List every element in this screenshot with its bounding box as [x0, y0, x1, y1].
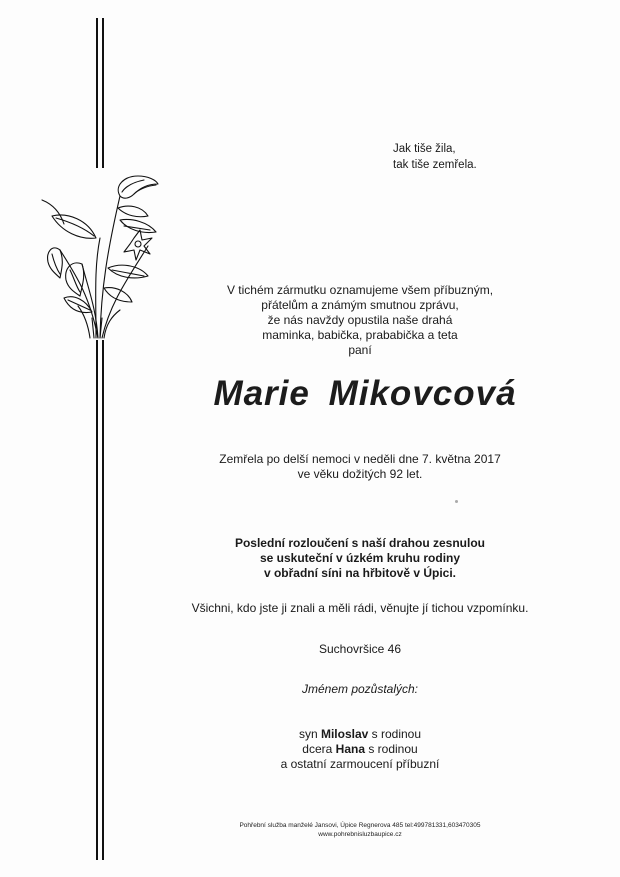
mourner-name: Hana [335, 742, 365, 756]
intro-line: že nás navždy opustila naše drahá [267, 313, 453, 327]
farewell-line: v obřadní síni na hřbitově v Úpici. [263, 566, 457, 580]
intro-line: maminka, babička, prababička a teta [262, 328, 458, 342]
death-line: ve věku dožitých 92 let. [297, 467, 423, 481]
footer-line: Pohřební služba manželé Jansovi, Úpice Regnerova 485 tel:499781331,603470305 [239, 822, 481, 829]
mourner-suffix: s rodinou [365, 742, 418, 756]
death-line: Zemřela po delší nemoci v neděli dne 7. května 2017 [219, 452, 501, 466]
announcement-intro [130, 283, 590, 358]
mourner-son [130, 727, 590, 742]
intro-line: paní [348, 343, 372, 357]
intro-line: přátelům a známým smutnou zprávu, [261, 298, 459, 312]
deceased-name: Marie Mikovcová [213, 374, 517, 413]
address-line: Suchovršice 46 [318, 642, 402, 656]
mourner-daughter [130, 742, 590, 757]
poem-line: Jak tiše žila, [393, 143, 456, 155]
farewell-notice [130, 536, 590, 581]
tribute-text [130, 601, 590, 616]
speck [455, 500, 458, 503]
farewell-line: se uskuteční v úzkém kruhu rodiny [259, 551, 461, 565]
on-behalf-of [130, 682, 590, 697]
footer-website: www.pohrebnisluzbaupice.cz [318, 831, 402, 838]
mourners-list [130, 727, 590, 772]
tribute-line: Všichni, kdo jste ji znali a měli rádi, věnujte jí tichou vzpomínku. [191, 601, 529, 615]
funeral-service-footer [130, 821, 590, 839]
border-line-left [96, 18, 98, 860]
address [130, 642, 590, 657]
mourner-name: Miloslav [320, 727, 369, 741]
death-details [130, 452, 590, 482]
mourner-others: a ostatní zarmoucení příbuzní [280, 757, 440, 771]
border-line-right [102, 18, 104, 860]
epitaph-poem [393, 141, 477, 173]
mourner-suffix: s rodinou [368, 727, 422, 741]
poem-line: tak tiše zemřela. [393, 159, 477, 171]
farewell-line: Poslední rozloučení s naší drahou zesnulou [234, 536, 486, 550]
behalf-line: Jménem pozůstalých: [301, 682, 419, 696]
mourner-relation: dcera [302, 742, 336, 756]
mourner-relation: syn [298, 727, 321, 741]
intro-line: V tichém zármutku oznamujeme všem příbuzným, [226, 283, 494, 297]
